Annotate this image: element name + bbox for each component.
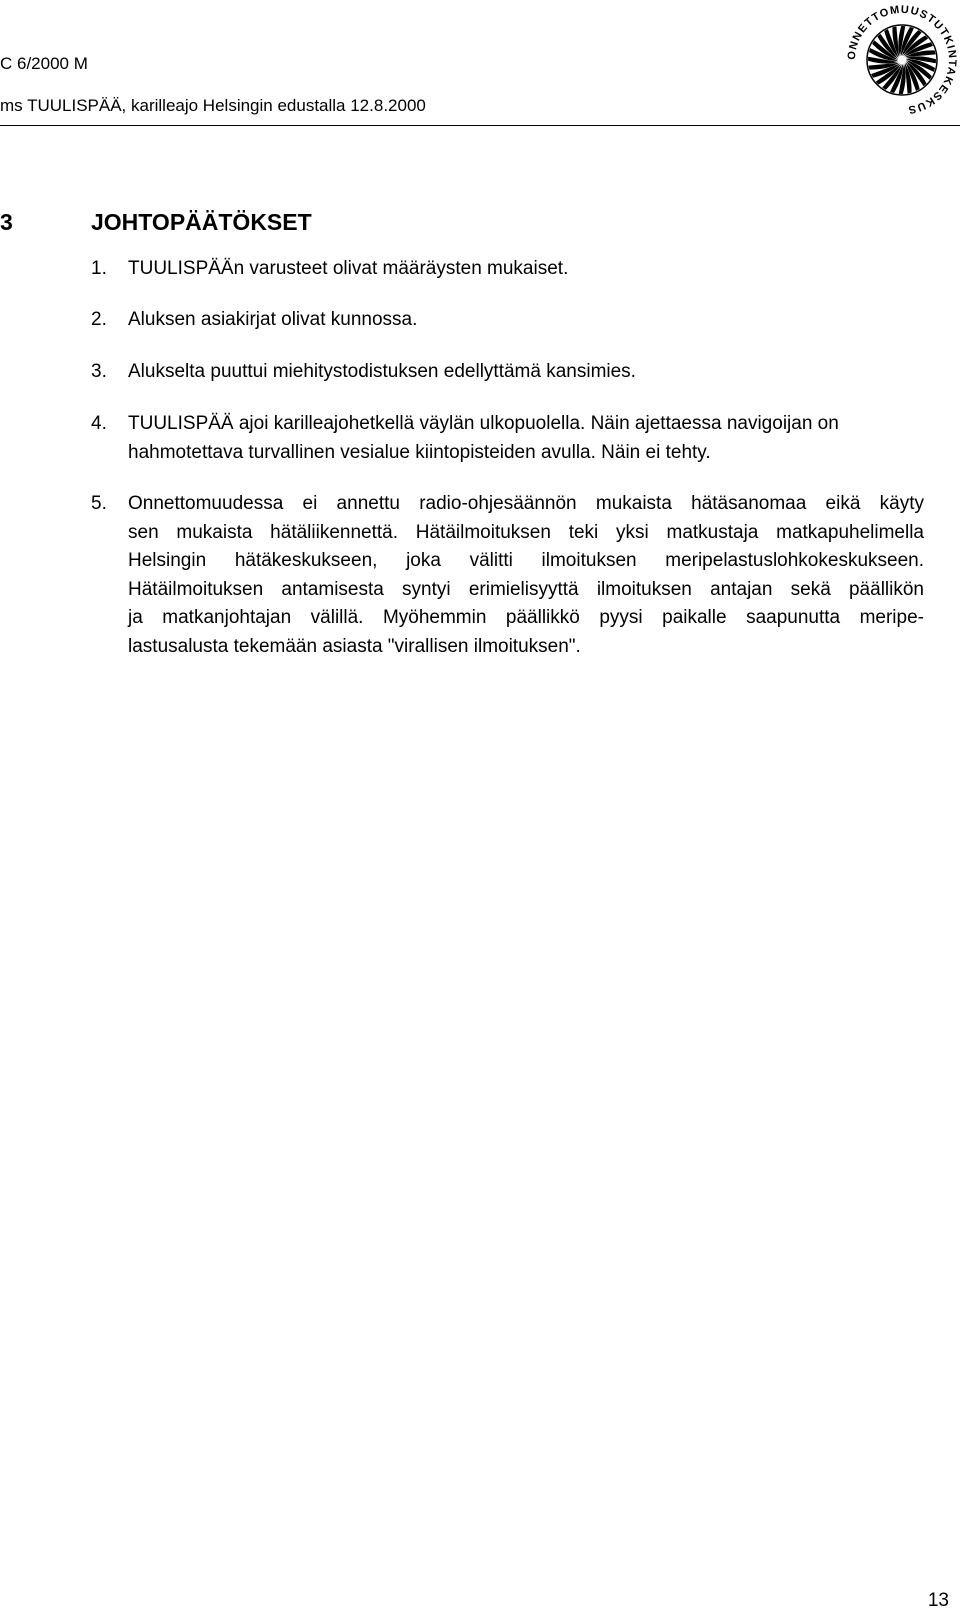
page-number: 13 [927, 1590, 949, 1611]
seal-ring-text: ONNETTOMUUSTUTKINTAKESKUS [845, 3, 959, 116]
conclusion-line: TUULISPÄÄ ajoi karilleajohetkellä väylän ulkopuolella. Näin ajettaessa navigoijan on [128, 413, 839, 434]
document-code: C 6/2000 M [0, 54, 88, 73]
conclusion-number: 2. [91, 309, 107, 330]
document-title: ms TUULISPÄÄ, karilleajo Helsingin edustalla 12.8.2000 [0, 96, 426, 115]
section-number: 3 [0, 209, 13, 235]
conclusion-line: Alukselta puuttui miehitystodistuksen edellyttämä kansimies. [128, 361, 636, 382]
section-title: JOHTOPÄÄTÖKSET [91, 209, 312, 235]
header-rule [0, 125, 960, 126]
conclusion-line: Aluksen asiakirjat olivat kunnossa. [128, 309, 418, 330]
conclusion-line: Helsingin hätäkeskukseen, joka välitti ilmoituksen meripelastuslohkokeskukseen. [128, 550, 924, 571]
conclusion-line: lastusalusta tekemään asiasta "virallisen ilmoituksen". [128, 635, 581, 657]
conclusion-text [128, 490, 924, 661]
conclusion-text [128, 255, 924, 284]
conclusion-text [128, 410, 924, 467]
conclusion-text [128, 306, 924, 335]
conclusion-number: 1. [91, 258, 107, 279]
conclusion-line: Onnettomuudessa ei annettu radio-ohjesäännön mukaista hätäsanomaa eikä käyty [128, 493, 924, 514]
conclusion-line: Hätäilmoituksen antamisesta syntyi erimielisyyttä ilmoituksen antajan sekä päällikön [128, 578, 924, 600]
conclusion-line: sen mukaista hätäliikennettä. Hätäilmoituksen teki yksi matkustaja matkapuhelimella [128, 521, 924, 543]
conclusion-line: hahmotettava turvallinen vesialue kiintopisteiden avulla. Näin ei tehty. [128, 441, 711, 463]
conclusion-number: 3. [91, 361, 107, 382]
conclusion-line: ja matkanjohtajan välillä. Myöhemmin päällikkö pyysi paikalle saapunutta meripe- [128, 607, 924, 628]
conclusion-number: 4. [91, 413, 107, 434]
conclusion-text [128, 358, 924, 387]
conclusion-number: 5. [91, 493, 107, 514]
conclusion-line: TUULISPÄÄn varusteet olivat määräysten mukaiset. [128, 258, 569, 279]
investigation-centre-seal-icon [843, 1, 960, 119]
svg-text:ONNETTOMUUSTUTKINTAKESKUS [846, 4, 958, 116]
